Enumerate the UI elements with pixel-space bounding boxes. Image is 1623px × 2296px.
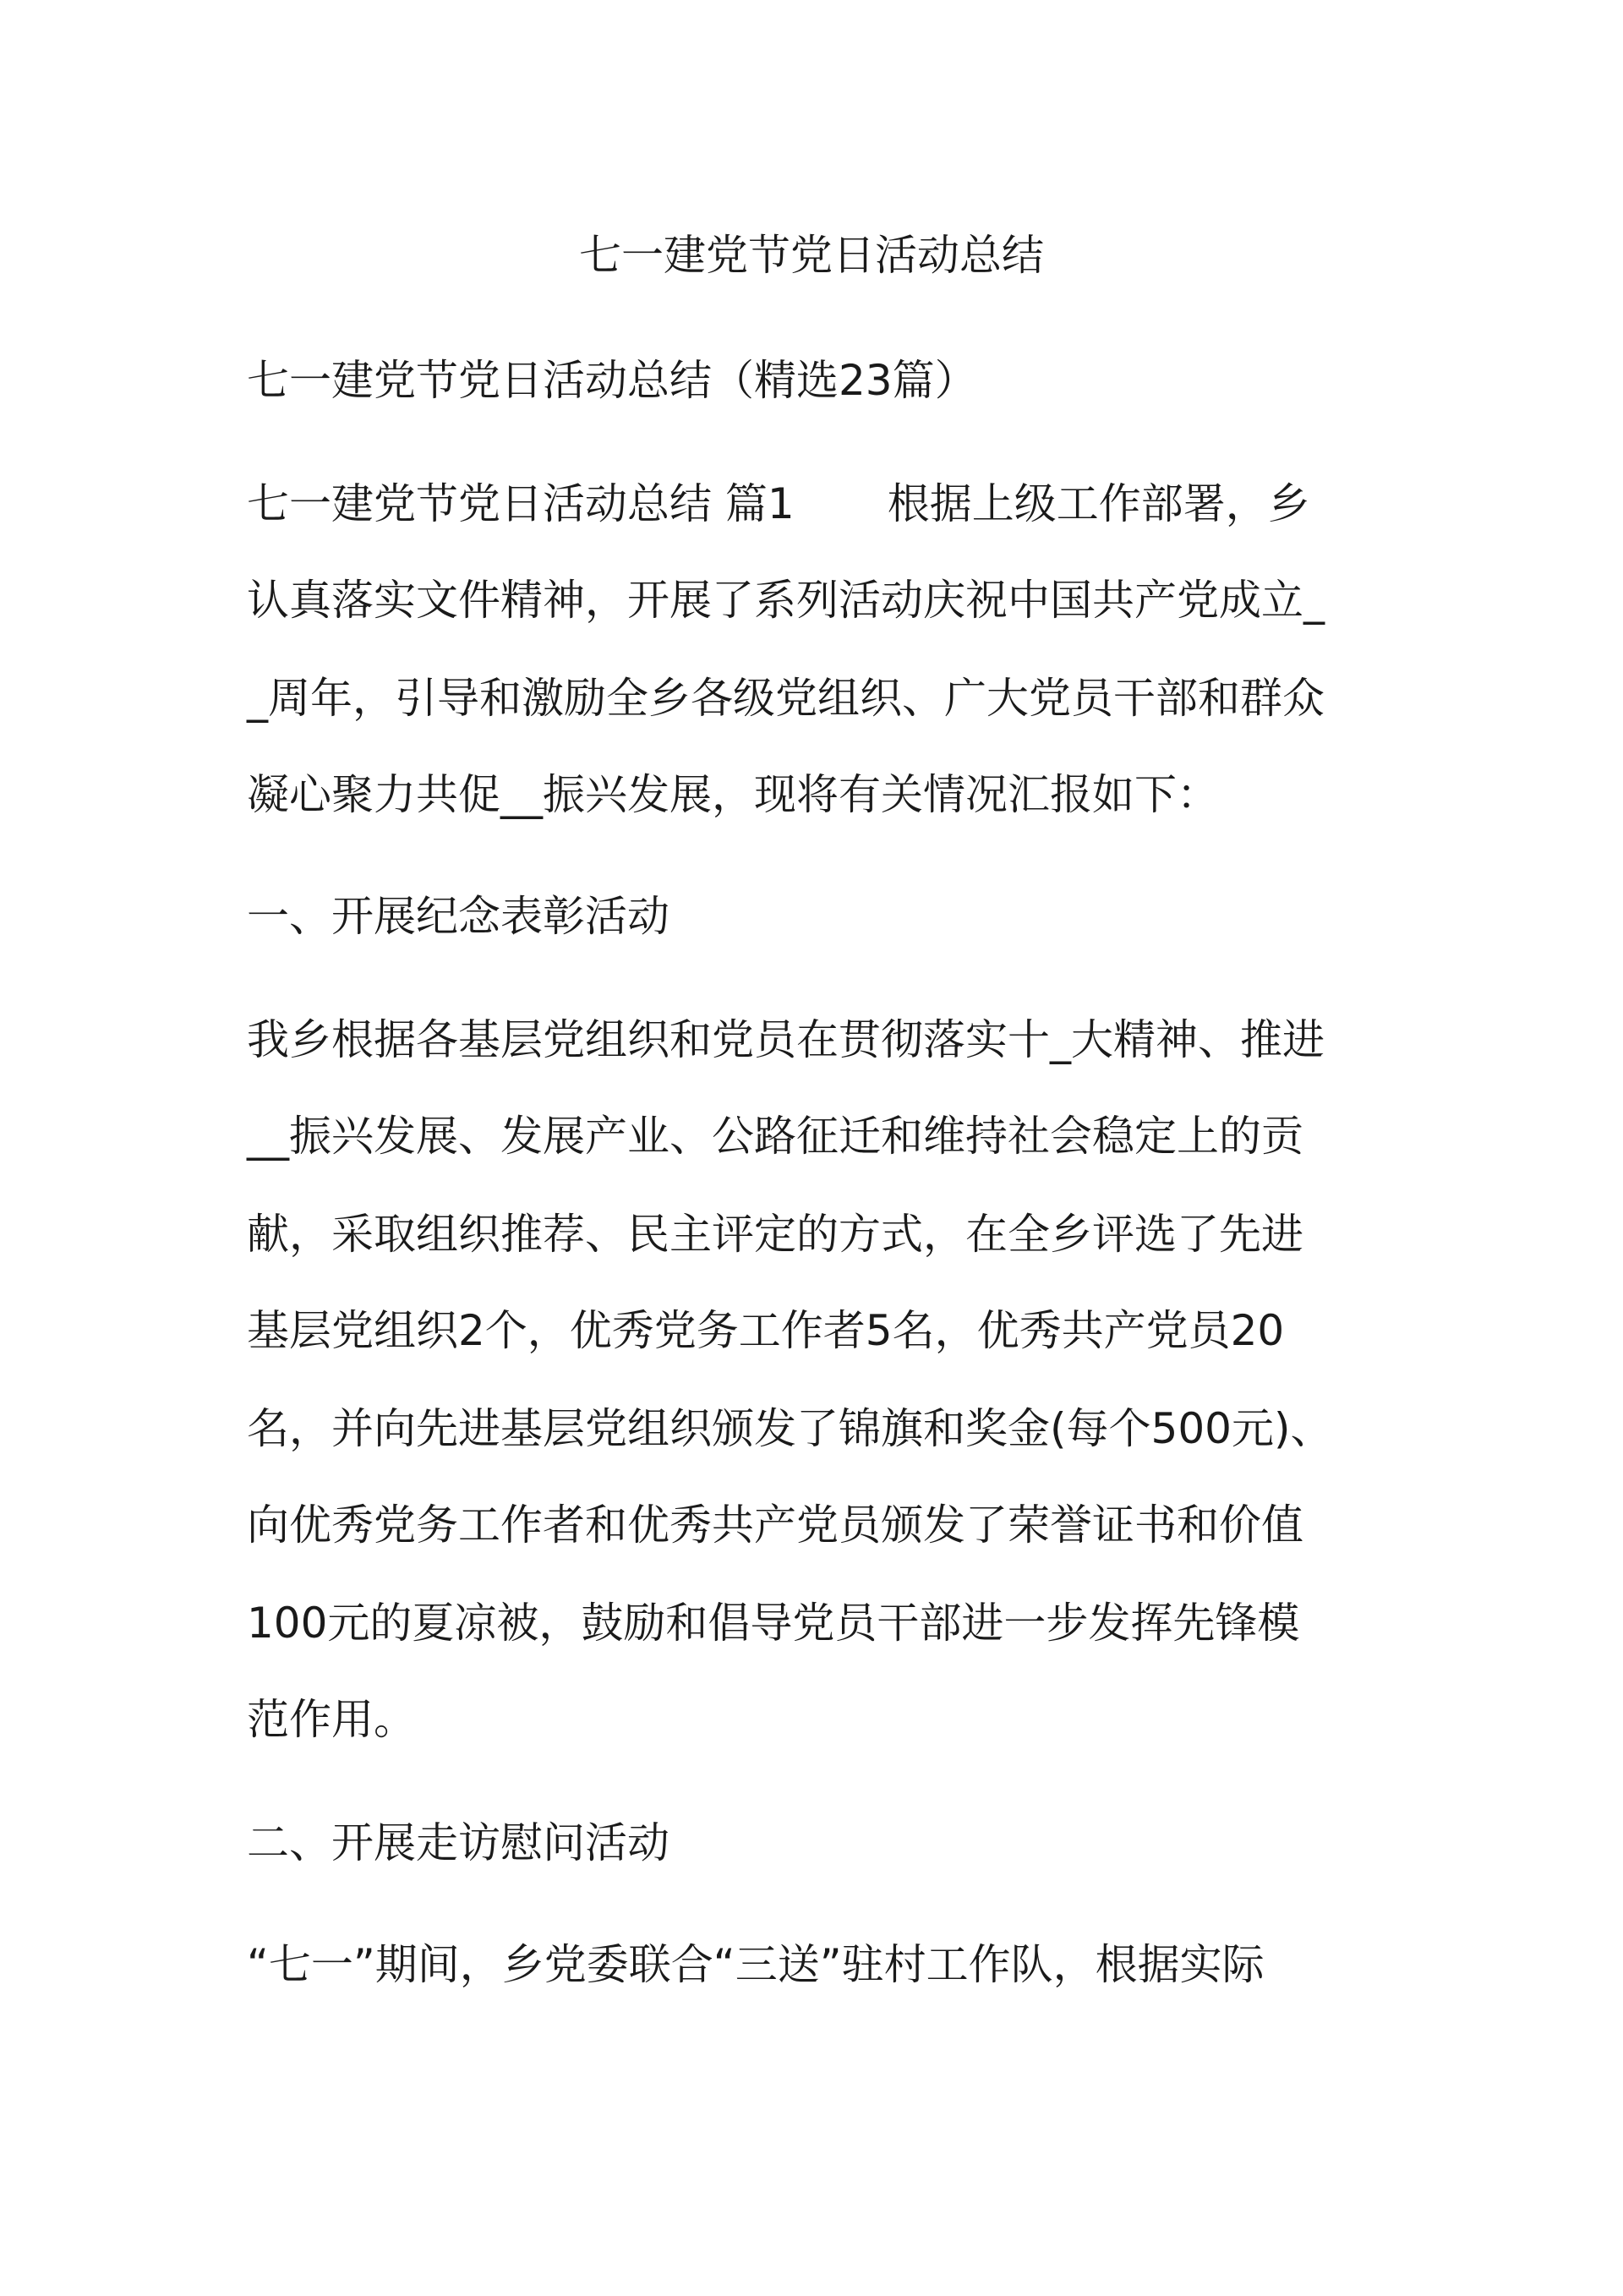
section1-line-8: 范作用。 <box>247 1695 416 1744</box>
article-heading: 七一建党节党日活动总结 篇1 <box>247 479 795 528</box>
intro-line-3: _周年，引导和激励全乡各级党组织、广大党员干部和群众 <box>247 674 1325 723</box>
section1-line-1: 我乡根据各基层党组织和党员在贯彻落实十_大精神、推进 <box>247 1015 1325 1064</box>
section1-heading: 一、开展纪念表彰活动 <box>247 892 669 941</box>
section1-line-7: 100元的夏凉被，鼓励和倡导党员干部进一步发挥先锋模 <box>247 1599 1300 1648</box>
intro-line-2: 认真落实文件精神，开展了系列活动庆祝中国共产党成立_ <box>247 576 1325 625</box>
intro-line-4: 凝心聚力共促__振兴发展，现将有关情况汇报如下： <box>247 770 1219 819</box>
section1-line-4: 基层党组织2个，优秀党务工作者5名，优秀共产党员20 <box>247 1306 1285 1355</box>
section1-line-3: 献，采取组织推荐、民主评定的方式，在全乡评选了先进 <box>247 1210 1303 1259</box>
intro-line-1: 根据上级工作部署，乡 <box>887 479 1310 528</box>
section1-line-5: 名，并向先进基层党组织颁发了锦旗和奖金(每个500元)、 <box>247 1404 1333 1453</box>
section2-line-1: “七一”期间，乡党委联合“三送”驻村工作队，根据实际 <box>247 1940 1265 1989</box>
article-first-line <box>247 470 1310 538</box>
document-title: 七一建党节党日活动总结 <box>579 231 1044 280</box>
section1-line-2: __振兴发展、发展产业、公路征迁和维持社会稳定上的贡 <box>247 1112 1303 1161</box>
document-subtitle: 七一建党节党日活动总结（精选23篇） <box>247 356 977 405</box>
section1-line-6: 向优秀党务工作者和优秀共产党员颁发了荣誉证书和价值 <box>247 1501 1303 1550</box>
section2-heading: 二、开展走访慰问活动 <box>247 1818 669 1867</box>
